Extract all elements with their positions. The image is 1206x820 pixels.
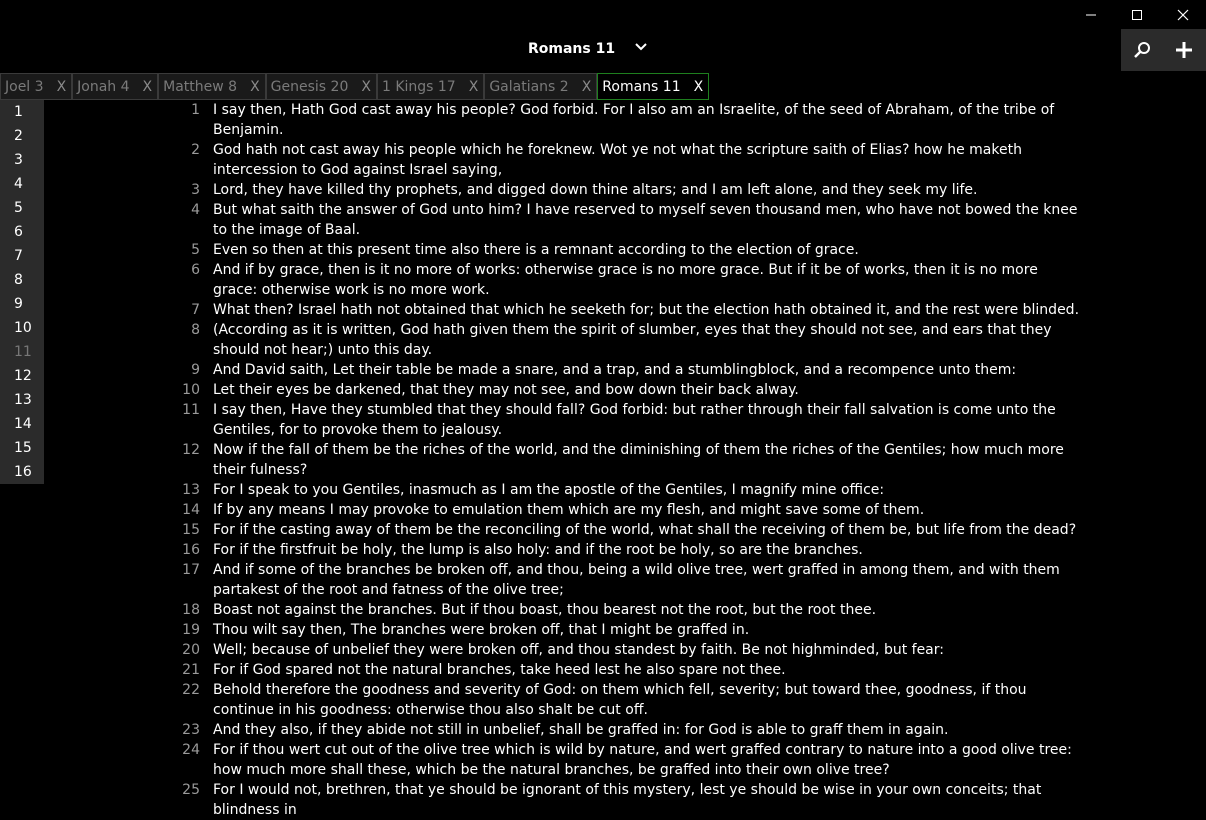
- tab-label: Galatians 2: [489, 78, 569, 95]
- verse-row: [0, 620, 1083, 640]
- verse-nav-item[interactable]: 5: [14, 200, 23, 216]
- verse-row: [0, 640, 1083, 660]
- verse-text: And they also, if they abide not still in unbelief, shall be graffed in: for God is able to graff them in again.: [213, 722, 949, 738]
- verse-row: [0, 360, 1083, 380]
- tab-close-button[interactable]: X: [56, 78, 67, 95]
- verse-row: [0, 400, 1083, 440]
- verse-nav-item[interactable]: 4: [14, 176, 23, 192]
- verse-number: 17: [182, 562, 200, 578]
- tab-close-button[interactable]: X: [581, 78, 592, 95]
- verse-text: And if some of the branches be broken off, and thou, being a wild olive tree, wert graffed in among them, and with them partakest of the root and fatness of the olive tree;: [213, 562, 1060, 598]
- verse-row: [0, 200, 1083, 240]
- verse-nav-item[interactable]: 3: [14, 152, 23, 168]
- verse-nav-item[interactable]: 8: [14, 272, 23, 288]
- verse-number: 10: [182, 382, 200, 398]
- tab-jonah-4[interactable]: [72, 73, 158, 100]
- verse-nav-item[interactable]: 9: [14, 296, 23, 312]
- verse-row: [0, 600, 1083, 620]
- verse-nav-item[interactable]: 11: [14, 344, 32, 360]
- verse-text: God hath not cast away his people which he foreknew. Wot ye not what the scripture saith of Elias? how he maketh intercession to God against Israel saying,: [213, 142, 1022, 178]
- maximize-button[interactable]: [1114, 0, 1160, 30]
- verse-number: 18: [182, 602, 200, 618]
- verse-row: [0, 240, 1083, 260]
- verse-row: [0, 520, 1083, 540]
- verse-row: [0, 180, 1083, 200]
- verse-text: For if the firstfruit be holy, the lump is also holy: and if the root be holy, so are the branches.: [213, 542, 863, 558]
- verse-number: 11: [182, 402, 200, 418]
- verse-number: 22: [182, 682, 200, 698]
- verse-row: [0, 140, 1083, 180]
- verse-row: [0, 720, 1083, 740]
- verse-nav: [0, 100, 44, 484]
- verse-number: 15: [182, 522, 200, 538]
- chapter-content: [0, 100, 1206, 820]
- verse-text: If by any means I may provoke to emulation them which are my flesh, and might save some of them.: [213, 502, 925, 518]
- verse-number: 25: [182, 782, 200, 798]
- verse-row: [0, 100, 1083, 140]
- toolbar: [1121, 29, 1206, 71]
- verse-text: For I speak to you Gentiles, inasmuch as I am the apostle of the Gentiles, I magnify mine office:: [213, 482, 885, 498]
- verse-number: 1: [191, 102, 200, 118]
- verse-text: Let their eyes be darkened, that they may not see, and bow down their back alway.: [213, 382, 799, 398]
- verse-row: [0, 680, 1083, 720]
- verse-number: 12: [182, 442, 200, 458]
- tab-close-button[interactable]: X: [693, 78, 704, 95]
- tab-label: Jonah 4: [77, 78, 130, 95]
- verse-row: [0, 440, 1083, 480]
- verse-number: 5: [191, 242, 200, 258]
- verse-number: 16: [182, 542, 200, 558]
- verse-nav-item[interactable]: 2: [14, 128, 23, 144]
- verse-row: [0, 260, 1083, 300]
- verse-nav-item[interactable]: 1: [14, 104, 23, 120]
- verse-row: [0, 780, 1083, 820]
- verse-number: 2: [191, 142, 200, 158]
- verse-row: [0, 500, 1083, 520]
- tab-romans-11[interactable]: [597, 73, 709, 100]
- verse-text: But what saith the answer of God unto him? I have reserved to myself seven thousand men, who have not bowed the knee to the image of Baal.: [213, 202, 1078, 238]
- plus-icon: [1174, 40, 1194, 60]
- verse-row: [0, 660, 1083, 680]
- page-title: Romans 11: [528, 41, 616, 57]
- verse-text: For if the casting away of them be the reconciling of the world, what shall the receiving of them be, but life from the dead?: [213, 522, 1077, 538]
- verse-text: Behold therefore the goodness and severity of God: on them which fell, severity; but toward thee, goodness, if thou continue in his goodness: otherwise thou also shalt be cut off.: [213, 682, 1027, 718]
- verse-row: [0, 480, 1083, 500]
- verse-number: 7: [191, 302, 200, 318]
- verse-nav-item[interactable]: 13: [14, 392, 32, 408]
- verse-nav-item[interactable]: 14: [14, 416, 32, 432]
- verse-number: 21: [182, 662, 200, 678]
- tab-strip: [0, 73, 709, 100]
- add-tab-button[interactable]: [1163, 29, 1205, 71]
- tab-close-button[interactable]: X: [361, 78, 371, 95]
- verse-nav-item[interactable]: 7: [14, 248, 23, 264]
- verse-number: 3: [191, 182, 200, 198]
- tab-genesis-20[interactable]: [266, 73, 377, 100]
- verse-number: 13: [182, 482, 200, 498]
- verse-text: (According as it is written, God hath given them the spirit of slumber, eyes that they should not see, and ears that they should not hear;) unto this day.: [213, 322, 1052, 358]
- verse-text: Well; because of unbelief they were broken off, and thou standest by faith. Be not highminded, but fear:: [213, 642, 944, 658]
- title-bar: [0, 38, 1206, 62]
- verse-number: 9: [191, 362, 200, 378]
- verse-row: [0, 560, 1083, 600]
- verse-text: For if God spared not the natural branches, take heed lest he also spare not thee.: [213, 662, 786, 678]
- verse-text: For if thou wert cut out of the olive tree which is wild by nature, and wert graffed contrary to nature into a good olive tree: how much more shall these, which be the natural branches, be graffed into their own olive tree?: [213, 742, 1072, 778]
- maximize-icon: [1131, 9, 1143, 21]
- verse-row: [0, 380, 1083, 400]
- verse-text: And David saith, Let their table be made a snare, and a trap, and a stumblingblock, and a recompence unto them:: [213, 362, 1017, 378]
- verse-text: Now if the fall of them be the riches of the world, and the diminishing of them the riches of the Gentiles; how much more their fulness?: [213, 442, 1064, 478]
- verse-number: 6: [191, 262, 200, 278]
- verse-text: And if by grace, then is it no more of works: otherwise grace is no more grace. But if it be of works, then it is no more grace: otherwise work is no more work.: [213, 262, 1038, 298]
- verse-text: Boast not against the branches. But if thou boast, thou bearest not the root, but the root thee.: [213, 602, 877, 618]
- verse-number: 14: [182, 502, 200, 518]
- verse-nav-item[interactable]: 6: [14, 224, 23, 240]
- tab-joel-3[interactable]: [0, 73, 72, 100]
- verse-row: [0, 300, 1083, 320]
- verse-text: I say then, Have they stumbled that they should fall? God forbid: but rather through their fall salvation is come unto the Gentiles, for to provoke them to jealousy.: [213, 402, 1056, 438]
- chevron-down-icon[interactable]: [634, 42, 648, 52]
- tab-1-kings-17[interactable]: [377, 73, 484, 100]
- verse-number: 4: [191, 202, 200, 218]
- close-icon: [1177, 9, 1189, 21]
- tab-matthew-8[interactable]: [158, 73, 266, 100]
- tab-label: Matthew 8: [163, 78, 238, 95]
- verse-nav-item[interactable]: 10: [14, 320, 32, 336]
- window-controls: [1068, 0, 1206, 30]
- verse-number: 20: [182, 642, 200, 658]
- verse-number: 8: [191, 322, 200, 338]
- verse-text: Thou wilt say then, The branches were broken off, that I might be graffed in.: [213, 622, 750, 638]
- verse-row: [0, 540, 1083, 560]
- verse-number: 23: [182, 722, 200, 738]
- verse-row: [0, 320, 1083, 360]
- close-window-button[interactable]: [1160, 0, 1206, 30]
- tab-label: Joel 3: [5, 78, 44, 95]
- tab-galatians-2[interactable]: [484, 73, 597, 100]
- verse-text: What then? Israel hath not obtained that which he seeketh for; but the election hath obtained it, and the rest were blinded.: [213, 302, 1080, 318]
- verse-text: Even so then at this present time also there is a remnant according to the election of grace.: [213, 242, 859, 258]
- tab-label: Genesis 20: [270, 78, 349, 95]
- tab-close-button[interactable]: X: [468, 78, 479, 95]
- verse-text: For I would not, brethren, that ye should be ignorant of this mystery, lest ye should be wise in your own conceits; that blindness in: [213, 782, 1042, 818]
- search-icon: [1132, 40, 1152, 60]
- search-button[interactable]: [1121, 29, 1163, 71]
- verse-text: I say then, Hath God cast away his people? God forbid. For I also am an Israelite, of the seed of Abraham, of the tribe of Benjamin.: [213, 102, 1055, 138]
- verse-row: [0, 740, 1083, 780]
- verse-nav-item[interactable]: 15: [14, 440, 32, 456]
- verse-nav-item[interactable]: 16: [14, 464, 32, 480]
- verse-number: 19: [182, 622, 200, 638]
- verse-nav-item[interactable]: 12: [14, 368, 32, 384]
- verse-text: Lord, they have killed thy prophets, and digged down thine altars; and I am left alone, and they seek my life.: [213, 182, 978, 198]
- minimize-icon: [1085, 9, 1097, 21]
- tab-close-button[interactable]: X: [142, 78, 153, 95]
- tab-label: Romans 11: [602, 78, 681, 95]
- tab-close-button[interactable]: X: [250, 78, 260, 95]
- tab-label: 1 Kings 17: [381, 78, 456, 95]
- verse-number: 24: [182, 742, 200, 758]
- minimize-button[interactable]: [1068, 0, 1114, 30]
